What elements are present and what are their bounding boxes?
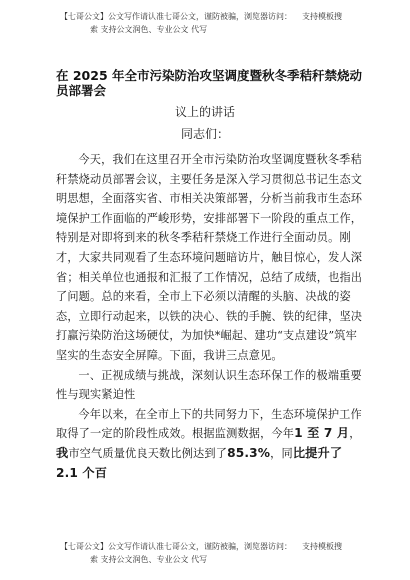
footer-banner-line2: 索 支持公文润色、专业公文 代写 [90, 555, 208, 564]
stat-emphasis: 我 [56, 445, 69, 460]
footer-banner-text-right: 支持模板搜 [302, 542, 342, 551]
paragraph-achievements [56, 405, 368, 483]
footer-banner-text: 【七哥公文】公文写作请认准七哥公文，谨防被骗，浏览器访问： [60, 542, 292, 551]
stat-increase: 比提升了 2.1 个百 [56, 445, 343, 480]
footer-banner-line1 [60, 540, 360, 553]
header-banner-text-right: 支持模板搜 [302, 12, 342, 21]
paragraph-text: 今年以来，在全市上下的共同努力下，生态环境保护工作取得了一定的阶段性成效。根据监测数据，今年 [56, 407, 362, 441]
paragraph-text: ，同 [270, 446, 293, 460]
stat-air-quality-ratio: 85.3% [227, 445, 271, 460]
footer-banner [60, 540, 360, 566]
paragraph-text: ， [349, 427, 361, 441]
header-banner-line2: 索 支持公文润色、专业公文 代写 [90, 25, 208, 34]
document-subtitle: 议上的讲话 [174, 105, 235, 119]
document-body [56, 150, 368, 483]
greeting: 同志们： [180, 127, 229, 141]
document-title: 在 2025 年全市污染防治攻坚调度暨秋冬季秸秆禁烧动员部署会 [56, 68, 362, 98]
paragraph-text: 市空气质量优良天数比例达到了 [68, 446, 228, 460]
paragraph-intro: 今天，我们在这里召开全市污染防治攻坚调度暨秋冬季秸秆禁烧动员部署会议，主要任务是深入学习贯彻总书记生态文明思想，全面落实省、市相关决策部署，分析当前我市生态环境保护工作面临的严峻形势，安排部署下一阶段的重点工作，特别是对即将到来的秋冬季秸秆禁烧工作进行全面动员。刚才，大家共同观看了生态环境问题暗访片，触目惊心，发人深省；相关单位也通报和汇报了工作情况，总结了成绩，也指出了问题。总的来看，全市上下必须以清醒的头脑、决战的姿态，立即行动起来，以铁的决心、铁的手腕、铁的纪律，坚决打赢污染防治这场硬仗，为加快*崛起、建功“支点建设”筑牢坚实的生态安全屏障。下面，我讲三点意见。 [56, 153, 363, 362]
header-banner-text: 【七哥公文】公文写作请认准七哥公文，谨防被骗，浏览器访问： [60, 12, 292, 21]
header-banner [60, 10, 360, 36]
header-banner-line1 [60, 10, 360, 23]
stat-period: 1 至 7 月 [294, 426, 350, 441]
section-heading-1: 一、正视成绩与挑战，深刻认识生态环保工作的极端重要性与现实紧迫性 [56, 368, 362, 402]
